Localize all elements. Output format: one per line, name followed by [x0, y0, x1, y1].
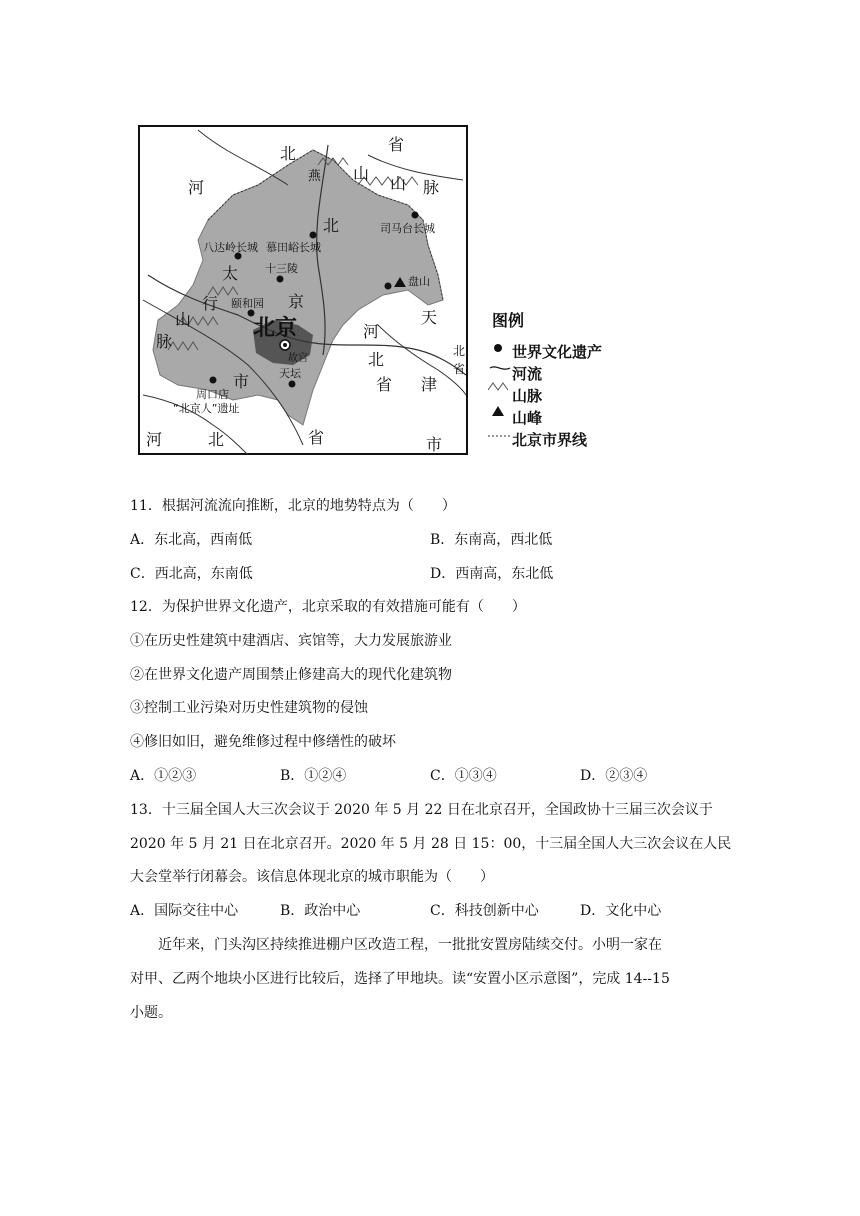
q12-statement-1: ①在历史性建筑中建酒店、宾馆等，大力发展旅游业 — [130, 633, 452, 649]
legend-heritage: 世界文化遗产 — [512, 343, 603, 361]
q13-line-2: 2020 年 5 月 21 日在北京召开。2020 年 5 月 28 日 15：00，十三届全国人大三次会议在人民 — [130, 836, 732, 852]
q12-option-a[interactable]: A．①②③ — [130, 768, 197, 784]
label-yan: 燕 — [308, 169, 322, 184]
q11-option-d[interactable]: D．西南高，东北低 — [430, 566, 554, 582]
label-bei-right: 北 — [453, 344, 466, 358]
legend-mountain: 山脉 — [512, 387, 543, 405]
site-zhoukoudian: 周口店 — [196, 388, 229, 401]
q12-statement-2: ②在世界文化遗产周围禁止修建高大的现代化建筑物 — [130, 667, 452, 683]
q12-stem: 12．为保护世界文化遗产，北京采取的有效措施可能有（ ） — [130, 599, 526, 615]
label-jihe: 河 — [363, 322, 380, 341]
label-sheng-bottom: 省 — [308, 428, 325, 447]
q13-option-b[interactable]: B．政治中心 — [280, 903, 361, 919]
q12-option-c[interactable]: C．①③④ — [430, 768, 497, 784]
label-beijing: 北京 — [253, 316, 298, 341]
label-bjs-jing: 京 — [288, 292, 305, 311]
q13-line-1: 13．十三届全国人大三次会议于 2020 年 5 月 22 日在北京召开，全国政协十三届三次会议于 — [130, 802, 713, 818]
legend-boundary: 北京市界线 — [512, 431, 588, 449]
label-tian: 天 — [421, 308, 438, 327]
legend-symbols — [488, 338, 512, 458]
q13-option-c[interactable]: C．科技创新中心 — [430, 903, 539, 919]
q12-statement-3: ③控制工业污染对历史性建筑物的侵蚀 — [130, 700, 368, 716]
q12-statement-4: ④修旧如旧，避免维修过程中修缮性的破坏 — [130, 734, 396, 750]
label-shan: 山 — [353, 164, 370, 183]
label-bei-bottom: 北 — [208, 430, 225, 449]
label-bjs-shi: 市 — [233, 372, 250, 391]
site-badaling: 八达岭长城 — [203, 241, 258, 254]
site-mutianyu: 慕田峪长城 — [266, 241, 321, 254]
site-shisanling: 十三陵 — [265, 262, 298, 275]
q13-option-d[interactable]: D．文化中心 — [580, 903, 662, 919]
site-gugong: 故宫 — [288, 353, 308, 364]
passage-line-2: 对甲、乙两个地块小区进行比较后，选择了甲地块。读“安置小区示意图”，完成 14--15 — [130, 971, 670, 987]
label-mai: 脉 — [423, 178, 440, 197]
legend-peak: 山峰 — [512, 409, 543, 427]
legend-river: 河流 — [512, 365, 543, 383]
passage-line-1: 近年来，门头沟区持续推进棚户区改造工程，一批批安置房陆续交付。小明一家在 — [130, 937, 662, 953]
label-sheng-mid: 省 — [376, 375, 393, 394]
site-panshan: 盘山 — [408, 275, 430, 288]
site-peking-man: “北京人”遗址 — [173, 402, 240, 415]
label-bei-top: 北 — [280, 144, 297, 163]
q11-option-c[interactable]: C．西北高，东南低 — [130, 566, 253, 582]
label-bjs-bei: 北 — [323, 216, 340, 235]
q11-option-b[interactable]: B．东南高，西北低 — [430, 532, 553, 548]
beijing-map — [138, 125, 468, 455]
label-sheng-top: 省 — [388, 135, 405, 154]
label-jin: 津 — [421, 375, 438, 394]
label-he-bottom: 河 — [146, 430, 163, 449]
passage-line-3: 小题。 — [130, 1005, 172, 1021]
label-xing: 行 — [202, 294, 219, 313]
label-mai-left: 脉 — [156, 332, 173, 351]
q13-option-a[interactable]: A．国际交往中心 — [130, 903, 239, 919]
site-yiheyuan: 颐和园 — [231, 297, 264, 310]
label-bei-mid: 北 — [368, 350, 385, 369]
label-shan2: 山 — [390, 174, 407, 193]
label-he-left: 河 — [188, 178, 205, 197]
q11-option-a[interactable]: A．东北高，西南低 — [130, 532, 253, 548]
q12-option-d[interactable]: D．②③④ — [580, 768, 648, 784]
q12-option-b[interactable]: B．①②④ — [280, 768, 347, 784]
legend-title: 图例 — [492, 311, 525, 330]
q13-line-3: 大会堂举行闭幕会。该信息体现北京的城市职能为（ ） — [130, 869, 494, 885]
q11-stem: 11．根据河流流向推断，北京的地势特点为（ ） — [130, 498, 456, 514]
label-sheng-right: 省 — [453, 362, 466, 376]
label-tai: 太 — [222, 264, 239, 283]
site-tiantan: 天坛 — [279, 367, 301, 380]
label-shan-left: 山 — [175, 310, 192, 329]
site-simatai: 司马台长城 — [380, 222, 435, 235]
label-shi: 市 — [426, 435, 443, 454]
map-legend — [488, 308, 648, 458]
